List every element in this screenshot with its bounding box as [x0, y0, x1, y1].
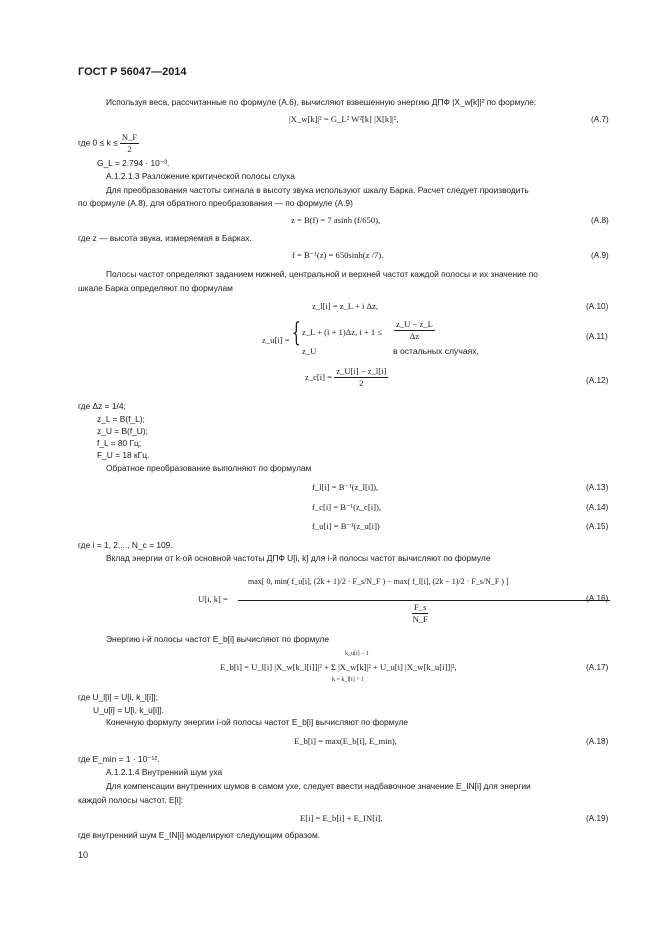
a12-fraction: [334, 367, 388, 387]
a11-lhs: z_u[i] =: [262, 335, 290, 345]
where-emin: где E_min = 1 · 10⁻¹².: [78, 754, 160, 764]
uu-def: U_u[i] = U[i, k_u[i]].: [93, 705, 164, 715]
where-z-text: где z — высота звука, измеряемая в Барках.: [78, 233, 252, 243]
equation-a12: [305, 367, 388, 387]
zu-def: z_U = B(f_U);: [97, 426, 148, 436]
equation-label-a8: (А.8): [591, 216, 609, 225]
equation-label-a18: (А.18): [586, 737, 609, 746]
a11-brace: {: [291, 318, 301, 348]
equation-label-a16: (А.16): [586, 594, 609, 603]
paragraph-p2b: по формуле (А.8), для обратного преобразования — по формуле (А.9): [78, 198, 353, 208]
a17-sum-bottom: k = k_l[i] + 1: [332, 677, 365, 683]
page-number: 10: [78, 850, 89, 860]
a12-lhs: z_c[i] =: [305, 371, 333, 382]
nf-numerator: N_F: [121, 132, 138, 142]
a16-den-den: N_F: [412, 613, 428, 624]
equation-label-a19: (А.19): [586, 814, 609, 823]
a16-den-num: F_s: [414, 602, 427, 612]
paragraph-p8a: Для компенсации внутренних шумов в самом ухе, следует ввести надбавочное значение E_IN[i] для энергии: [106, 781, 531, 791]
where-ul: где U_l[i] = U[i, k_l[i]];: [78, 692, 158, 702]
a11-case2: z_U: [302, 346, 317, 356]
a11-cond-den: Δz: [409, 330, 420, 341]
a12-den: 2: [359, 377, 364, 388]
equation-a15: f_u[i] = B⁻¹(z_u[i]): [312, 521, 380, 531]
equation-label-a10: (А.10): [586, 302, 609, 311]
equation-a7: |X_w[k]|² = G_L² W²[k] |X[k]|²,: [289, 114, 399, 124]
a11-case2-cond: в остальных случаях,: [393, 346, 479, 356]
paragraph-p1: Используя веса, рассчитанные по формуле (А.6), вычисляют взвешенную энергию ДПФ |X_w[k]|² по формуле:: [106, 97, 537, 107]
where-i: где i = 1, 2,..., N_c = 109.: [78, 540, 173, 550]
a11-cond-num: z_U − z_L: [396, 319, 433, 329]
paragraph-p9: где внутренний шум E_IN[i] моделируют следующим образом.: [78, 830, 321, 840]
a16-lhs: U[i, k] =: [198, 594, 228, 604]
fu-def: F_U = 18 кГц.: [97, 450, 150, 460]
equation-a18: E_b[i] = max(E_b[i], E_min),: [294, 736, 397, 746]
equation-label-a7: (А.7): [591, 115, 609, 124]
a17-sum-top: k_u[i] − 1: [345, 651, 370, 657]
paragraph-p4: Обратное преобразование выполняют по формулам: [106, 463, 312, 473]
gl-value: G_L = 2.794 · 10⁻³.: [97, 158, 170, 168]
section-a1213-heading: А.1.2.1.3 Разложение критической полосы слуха: [106, 171, 295, 181]
equation-label-a13: (А.13): [586, 483, 609, 492]
nf-half-fraction: [120, 133, 139, 153]
equation-label-a15: (А.15): [586, 522, 609, 531]
zl-def: z_L = B(f_L);: [97, 414, 145, 424]
document-header: ГОСТ Р 56047—2014: [78, 66, 187, 78]
paragraph-p7: Конечную формулу энергии i-ой полосы частот E_b[i] вычисляют по формуле: [106, 717, 409, 727]
section-a1214-heading: А.1.2.1.4 Внутренний шум уха: [106, 767, 223, 777]
paragraph-p8b: каждой полосы частот, E[i]:: [78, 795, 184, 805]
where-dz: где Δz = 1/4;: [78, 401, 126, 411]
nf-denominator: 2: [127, 143, 132, 154]
paragraph-p3a: Полосы частот определяют заданием нижней, центральной и верхней частот каждой полосы и их значение по: [106, 269, 538, 279]
equation-a14: f_c[i] = B⁻¹(z_c[i]),: [312, 502, 381, 512]
equation-label-a11: (А.11): [586, 332, 608, 341]
where-k-text: [78, 133, 139, 153]
where-k-label: где 0 ≤ k ≤: [78, 137, 118, 148]
equation-a10: z_l[i] = z_L + i Δz,: [312, 301, 378, 311]
a16-denominator: [412, 603, 428, 623]
equation-label-a14: (А.14): [586, 503, 609, 512]
paragraph-p2a: Для преобразования частоты сигнала в высоту звука используют шкалу Барка. Расчет следует производить: [106, 185, 529, 195]
equation-label-a12: (А.12): [586, 376, 609, 385]
a16-numerator: max[ 0, min( f_u[i], (2k + 1)/2 · F_s/N_F ) − max( f_l[i], (2k − 1)/2 · F_s/N_F ) ]: [248, 577, 509, 586]
equation-a8: z = B(f) = 7 asinh (f/650),: [291, 215, 381, 225]
equation-a9: f = B⁻¹(z) = 650sinh(z /7).: [292, 250, 384, 260]
a11-condition-fraction: [394, 320, 435, 340]
a16-fraction-bar: [238, 600, 610, 601]
fl-def: f_L = 80 Гц;: [97, 438, 142, 448]
a12-num: z_U[i] − z_l[i]: [336, 366, 387, 376]
equation-label-a9: (А.9): [591, 251, 609, 260]
equation-a13: f_l[i] = B⁻¹(z_l[i]),: [312, 482, 379, 492]
paragraph-p3b: шкале Барка определяют по формулам: [78, 283, 233, 293]
paragraph-p5: Вклад энергии от k-ой основной частоты ДПФ U[i, k] для i-й полосы частот вычисляют по формуле: [106, 553, 491, 563]
equation-label-a17: (А.17): [586, 663, 609, 672]
equation-a19: E[i] = E_b[i] + E_IN[i],: [300, 813, 383, 823]
a17-expr: E_b[i] = U_l[i] |X_w[k_l[i]]|² + Σ |X_w[k]|² + U_u[i] |X_w[k_u[i]]|²,: [220, 662, 457, 672]
paragraph-p6: Энергию i-й полосы частот E_b[i] вычисляют по формуле: [106, 634, 329, 644]
a11-case1: z_L + (i + 1)Δz, i + 1 ≤: [302, 327, 383, 337]
